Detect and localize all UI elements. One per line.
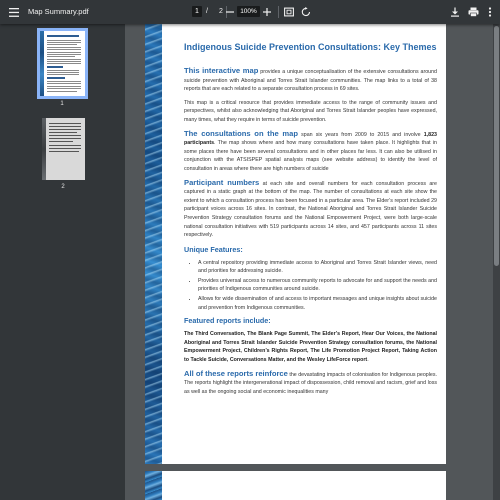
paragraph-text: . <box>367 357 369 364</box>
page-number-input[interactable]: 1 <box>192 6 202 17</box>
paragraph-interactive-map <box>184 67 437 94</box>
fit-page-icon[interactable] <box>282 5 296 19</box>
page-title: Indigenous Suicide Prevention Consultations: Key Themes <box>184 42 437 52</box>
thumbnail-sidebar <box>0 24 125 500</box>
paragraph-participant-numbers <box>184 179 437 240</box>
lead-phrase: All of these reports reinforce <box>184 368 288 378</box>
thumbnail-page-number: 2 <box>61 184 65 190</box>
participants-count: 1,823 participants <box>184 131 437 147</box>
plus-icon[interactable] <box>260 5 274 19</box>
decorative-side-band <box>145 24 162 464</box>
pdf-toolbar <box>0 0 500 24</box>
paragraph-reinforce <box>184 370 437 397</box>
list-item: • Allows for wide dissemination of and access to important messages and unique insights about suicide and prevention from Indigenous communities. <box>198 295 437 312</box>
list-item: • Provides universal access to numerous community reports to advocate for and support the needs and priorities of Indigenous communities around suicide. <box>198 277 437 294</box>
paragraph-consultations <box>184 130 437 174</box>
page-content <box>184 42 437 401</box>
unique-features-heading: Unique Features: <box>184 244 243 254</box>
zoom-input[interactable]: 100% <box>237 6 260 17</box>
paragraph-text: the devastating impacts of colonisation for Indigenous peoples. The reports highlight the intergenerational impact of dispossession, child removal and racism, grief and loss as well as the ongoing social and economic inequalities many <box>184 371 437 395</box>
featured-reports-list: The Third Conversation, The Blank Page Summit, The Elder’s Report, Hear Our Voices, the National Aboriginal and Torres Strait Islander Suicide Prevention Strategy consultation forums, the National Empowerment Project, Children’s Rights Report, The Life Promotion Project Report, Taking Action to Tackle Suicide, Conversations Matter, and the Wesley LifeForce report <box>184 331 437 364</box>
download-icon[interactable] <box>448 5 462 19</box>
featured-reports-heading: Featured reports include: <box>184 316 271 326</box>
rotate-icon[interactable] <box>299 5 313 19</box>
paragraph-critical-resource: This map is a critical resource that provides immediate access to the range of community issues and perspectives, whilst also acknowledging that Aboriginal and Torres Strait Islander peoples have expressed, many times, what they require in terms of suicide prevention. <box>184 99 437 123</box>
paragraph-text: at each site and overall numbers for each consultation process are captured in a static graph at the bottom of the map. The number of consultations at each site show the extent to which a consultation process has been focused in a particular area. The Elder’s report included 29 participant voices across 16 sites. In contrast, the National Aboriginal and Torres Strait Islander Suicide Prevention Strategy consultation forums and the National Empowerment Project, were both large-scale national consultation initiatives with 519 participants across 14 sites, and 457 participants across 11 sites respectively. <box>184 180 437 239</box>
features-list <box>184 259 437 313</box>
paragraph-text: provides a unique conceptualisation of the extensive consultations around suicide prevention with Aboriginal and Torres Strait Islander communities. The map links to a total of 38 reports that are each related to a separate consultation process in 69 sites. <box>184 69 438 93</box>
menu-icon[interactable] <box>7 5 21 19</box>
lead-phrase: This interactive map <box>184 66 259 75</box>
print-icon[interactable] <box>466 5 480 19</box>
thumbnail-page-number: 1 <box>60 101 64 107</box>
page-separator: / <box>206 8 208 15</box>
pdf-page-2 <box>145 471 446 500</box>
paragraph-text: . The map shows where and how many consultations have taken place. It highlights that in some places there have been several consultations and in other places far less. It can also be utilised in conjunction with the ATSISPEP spatial analysis maps (see website address) to identify the level of consultation in areas where there are high numbers of suicide <box>184 140 437 172</box>
scrollbar-thumb[interactable] <box>494 26 499 266</box>
pdf-page-1 <box>145 24 446 464</box>
thumbnail-page-2[interactable] <box>42 118 85 180</box>
minus-icon[interactable] <box>223 5 237 19</box>
paragraph-featured-reports <box>184 330 437 364</box>
list-item: • A central repository providing immediate access to Aboriginal and Torres Strait Islander views, need and priorities for addressing suicide. <box>198 259 437 276</box>
toolbar-divider <box>278 6 279 18</box>
paragraph-text: span six years from 2009 to 2015 and involve <box>298 131 424 138</box>
page-total: 2 <box>219 8 223 15</box>
lead-phrase: The consultations on the map <box>184 128 299 138</box>
decorative-side-band <box>145 471 162 500</box>
more-vert-icon[interactable] <box>483 5 497 19</box>
lead-phrase: Participant numbers <box>184 177 260 187</box>
document-title: Map Summary.pdf <box>28 7 89 16</box>
thumbnail-page-1[interactable] <box>40 31 85 96</box>
